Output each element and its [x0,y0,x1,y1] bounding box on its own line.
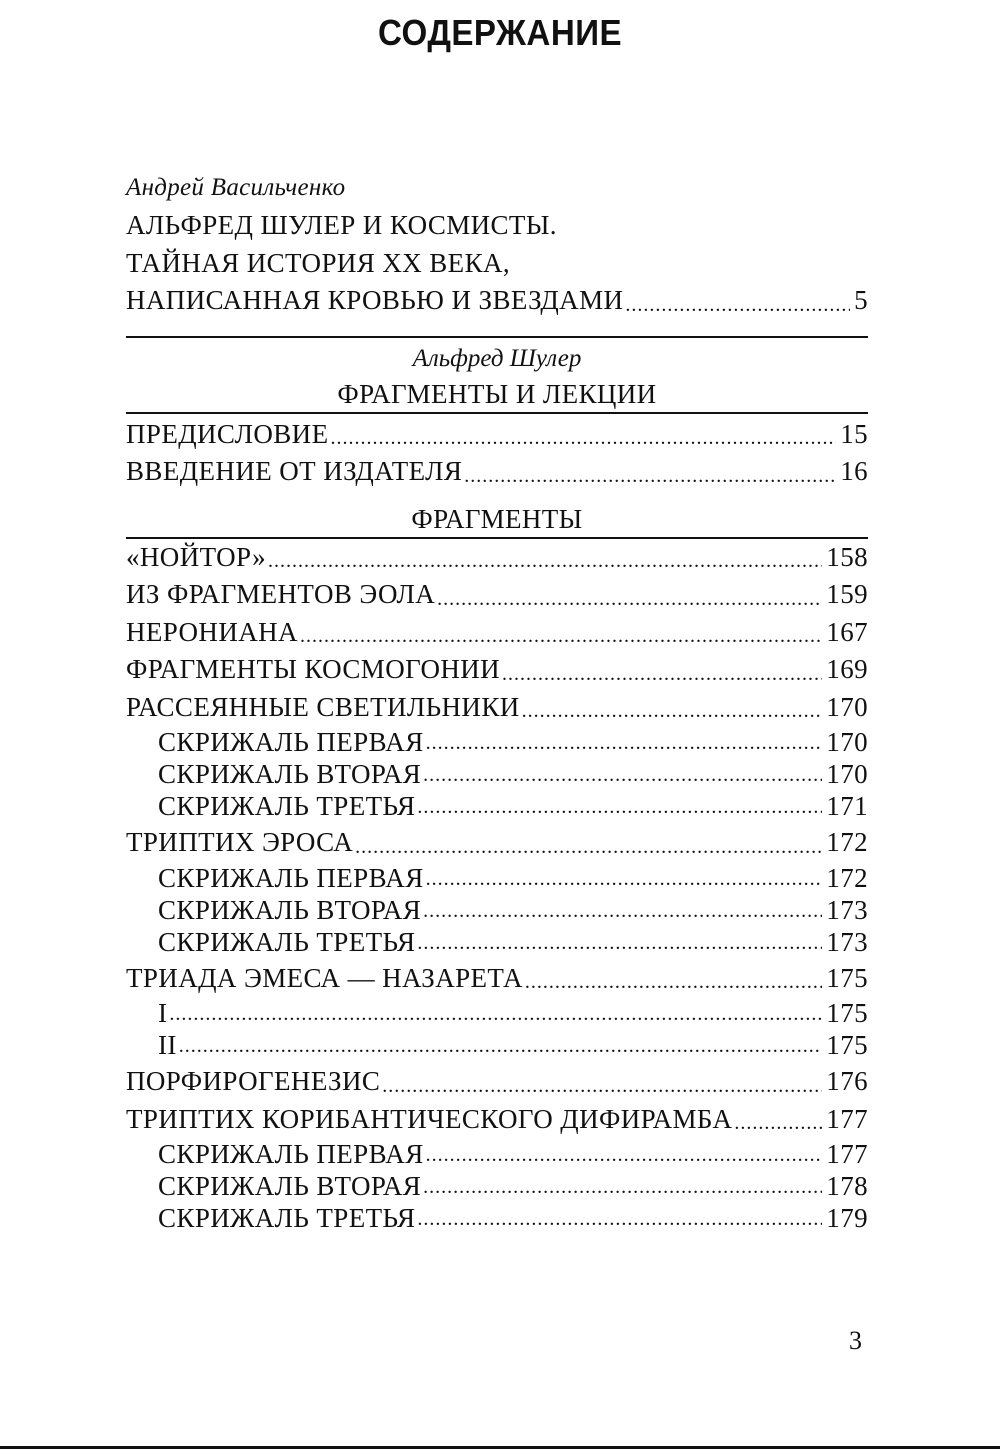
page-number: 3 [849,1326,862,1355]
toc-entry-page: 170 [826,759,868,789]
toc-entry-label: «НОЙТОР» [126,541,267,572]
toc-entry-label: ПОРФИРОГЕНЕЗИС [126,1066,381,1096]
section-divider [126,412,868,414]
toc-entry-page: 170 [826,691,868,722]
toc-entry[interactable] [126,576,868,614]
toc-entry-page: 179 [826,1203,868,1233]
toc-entry-label: I [158,998,168,1028]
dot-leader [522,696,823,726]
toc-subentry[interactable] [126,1170,868,1202]
toc-entry-label: СКРИЖАЛЬ ВТОРАЯ [158,894,422,925]
toc-subentry[interactable] [126,1029,868,1061]
toc-entry[interactable] [126,614,868,652]
toc-entry-page: 173 [826,894,868,925]
dot-leader [423,760,822,790]
toc-subentry[interactable] [126,862,868,894]
fragments-list [126,539,868,1235]
toc-entry-page: 177 [826,1139,868,1169]
toc-entry[interactable] [126,824,868,862]
dot-leader [268,546,822,576]
toc-subentry[interactable] [126,1138,868,1170]
front-matter-list [126,416,868,491]
dot-leader [169,999,822,1029]
toc-entry-page: 172 [826,862,868,893]
toc-entry-page: 176 [826,1066,868,1096]
toc-entry[interactable] [126,539,868,577]
intro-author: Андрей Васильченко [126,174,346,201]
intro-title-line: АЛЬФРЕД ШУЛЕР И КОСМИСТЫ. [126,210,557,240]
book-title: ФРАГМЕНТЫ И ЛЕКЦИИ [337,378,657,409]
toc-entry-label: СКРИЖАЛЬ ТРЕТЬЯ [158,791,416,821]
book-author: Альфред Шулер [412,344,582,372]
dot-leader [625,290,850,320]
dot-leader [525,967,822,997]
dot-leader [464,461,836,491]
toc-entry-label: ФРАГМЕНТЫ КОСМОГОНИИ [126,654,501,684]
dot-leader [382,1071,822,1101]
dot-leader [426,1140,823,1170]
toc-entry-label: II [158,1030,177,1060]
dot-leader [417,792,822,822]
dot-leader [423,896,822,926]
fragments-heading: ФРАГМЕНТЫ [411,503,583,534]
toc-entry-page: 159 [826,579,868,609]
dot-leader [423,1172,822,1202]
toc-subentry[interactable] [126,926,868,958]
toc-subentry[interactable] [126,894,868,926]
toc-entry-page: 167 [826,616,868,647]
toc-entry-page: 169 [826,654,868,684]
toc-subentry[interactable] [126,758,868,790]
toc-entry-label: СКРИЖАЛЬ ВТОРАЯ [158,1171,422,1201]
toc-entry-label: ИЗ ФРАГМЕНТОВ ЭОЛА [126,579,436,609]
dot-leader [734,1108,822,1138]
toc-entry-label: СКРИЖАЛЬ ПЕРВАЯ [158,727,424,757]
toc-entry-label: ВВЕДЕНИЕ ОТ ИЗДАТЕЛЯ [126,456,463,486]
toc-entry-page: 171 [826,791,868,821]
dot-leader [300,621,822,651]
toc-entry-label: ТРИПТИХ ЭРОСА [126,827,354,857]
toc-entry[interactable] [126,960,868,998]
toc-entry-page: 158 [826,541,868,572]
toc-entry-page: 172 [826,827,868,857]
dot-leader [330,423,836,453]
toc-subentry[interactable] [126,790,868,822]
bottom-border [0,1446,1000,1449]
toc-entry-page: 15 [840,418,868,449]
toc-entry-label: СКРИЖАЛЬ ТРЕТЬЯ [158,1203,416,1233]
toc-entry-page: 175 [826,998,868,1028]
toc-entry[interactable] [126,651,868,689]
toc-subentry[interactable] [126,997,868,1029]
toc-entry-page: 175 [826,1030,868,1060]
intro-title-line: ТАЙНАЯ ИСТОРИЯ XX ВЕКА, [126,248,511,278]
page-title: СОДЕРЖАНИЕ [377,12,623,53]
dot-leader [417,928,822,958]
toc-entry-label: СКРИЖАЛЬ ВТОРАЯ [158,759,422,789]
toc-entry[interactable] [126,416,868,454]
dot-leader [179,1031,823,1061]
toc-subentry[interactable] [126,726,868,758]
toc-entry-label: ТРИПТИХ КОРИБАНТИЧЕСКОГО ДИФИРАМБА [126,1103,733,1134]
toc-subentry[interactable] [126,1202,868,1234]
toc-entry-intro[interactable] [126,282,868,320]
toc-entry-label: НЕРОНИАНА [126,616,298,647]
toc-entry-label: ПРЕДИСЛОВИЕ [126,418,329,449]
dot-leader [426,864,823,894]
toc-entry-page: 5 [854,285,868,315]
toc-entry-label: НАПИСАННАЯ КРОВЬЮ И ЗВЕЗДАМИ [126,285,624,315]
toc-entry[interactable] [126,689,868,727]
dot-leader [417,1204,822,1234]
toc-entry-page: 178 [826,1171,868,1201]
toc-entry[interactable] [126,1063,868,1101]
dot-leader [502,659,822,689]
toc-entry-page: 173 [826,926,868,957]
toc-entry[interactable] [126,453,868,491]
toc-entry-page: 175 [826,962,868,993]
dot-leader [437,584,822,614]
toc-entry-label: РАССЕЯННЫЕ СВЕТИЛЬНИКИ [126,691,520,722]
toc-entry-label: СКРИЖАЛЬ ТРЕТЬЯ [158,926,416,957]
toc-entry-page: 170 [826,727,868,757]
toc-entry-page: 177 [826,1103,868,1134]
toc-entry-page: 16 [840,456,868,486]
toc-content [126,170,868,1234]
toc-entry-label: СКРИЖАЛЬ ПЕРВАЯ [158,1139,424,1169]
dot-leader [355,832,822,862]
toc-entry-label: ТРИАДА ЭМЕСА — НАЗАРЕТА [126,962,523,993]
toc-entry[interactable] [126,1101,868,1139]
dot-leader [426,728,823,758]
toc-entry-label: СКРИЖАЛЬ ПЕРВАЯ [158,862,424,893]
